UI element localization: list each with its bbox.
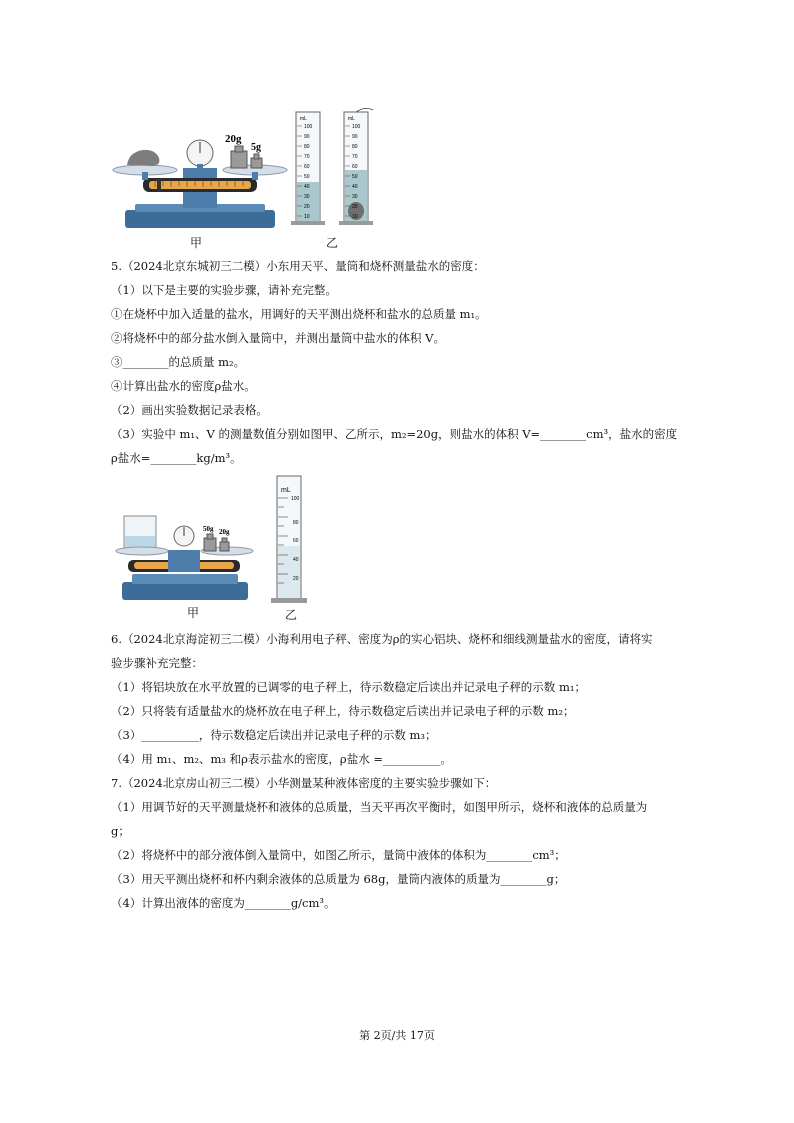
q6-stem-cont: 验步骤补充完整： <box>111 656 203 670</box>
cylinder-tick-label-1-7: 30 <box>352 194 358 200</box>
weight-label-5g: 5g <box>251 142 261 153</box>
q5-part1: （1）以下是主要的实验步骤，请补充完整。 <box>111 283 337 297</box>
q7-stem: 7.（2024北京房山初三二模）小华测量某种液体密度的主要实验步骤如下： <box>111 776 497 790</box>
svg-text:mL: mL <box>348 116 355 122</box>
q6-step2: （2）只将装有适量盐水的烧杯放在电子秤上，待示数稳定后读出并记录电子秤的示数 m₂； <box>111 704 575 718</box>
figure2-label-a: 甲 <box>187 606 200 620</box>
cylinder-tick-label-1-9: 10 <box>352 214 358 220</box>
q7-step1: （1）用调节好的天平测量烧杯和液体的总质量，当天平再次平衡时，如图甲所示，烧杯和液体的总质量为 <box>111 800 648 814</box>
weight-label-20g: 20g <box>225 133 242 145</box>
weight-50g <box>204 538 216 551</box>
cylinder-tick-label-0-4: 60 <box>304 164 310 170</box>
cylinder-tick-label-0-7: 30 <box>304 194 310 200</box>
cylinder-tick-label-0-1: 90 <box>304 134 310 140</box>
svg-text:100: 100 <box>291 496 300 502</box>
cylinder-tick-label-0-8: 20 <box>304 204 310 210</box>
q6-step1: （1）将铝块放在水平放置的已调零的电子秤上，待示数稳定后读出并记录电子秤的示数 m₁； <box>111 680 586 694</box>
q6-step4: （4）用 m₁、m₂、m₃ 和ρ表示盐水的密度，ρ盐水 =__________。 <box>111 752 452 766</box>
cylinder-tick-label-0-9: 10 <box>304 214 310 220</box>
weight-20g-b <box>220 542 229 551</box>
cylinder-tick-label-0-0: 100 <box>304 124 313 130</box>
q7-step2: （2）将烧杯中的部分液体倒入量筒中，如图乙所示，量筒中液体的体积为________cm³； <box>111 848 566 862</box>
cylinder-tick-label-1-0: 100 <box>352 124 361 130</box>
q6-stem: 6.（2024北京海淀初三二模）小海利用电子秤、密度为ρ的实心铝块、烧杯和细线测量盐水的密度，请将实 <box>111 632 653 646</box>
cylinder-tick-label-0-5: 50 <box>304 174 310 180</box>
balance-base-2 <box>122 582 248 600</box>
q7-step1-cont: g； <box>111 824 130 838</box>
figure2-label-b: 乙 <box>285 608 298 622</box>
cylinder-tick-label-0-3: 70 <box>304 154 310 160</box>
svg-text:80: 80 <box>293 520 299 526</box>
q7-step3: （3）用天平测出烧杯和杯内剩余液体的总质量为 68g，量筒内液体的质量为________g； <box>111 872 566 886</box>
page-footer: 第 2页/共 17页 <box>359 1029 435 1042</box>
cylinder-tick-label-1-4: 60 <box>352 164 358 170</box>
q5-part3-cont: ρ盐水=________kg/m³。 <box>111 451 242 465</box>
svg-text:20: 20 <box>293 576 299 582</box>
svg-text:mL: mL <box>300 116 307 122</box>
q5-stem: 5.（2024北京东城初三二模）小东用天平、量筒和烧杯测量盐水的密度： <box>111 259 485 273</box>
svg-text:mL: mL <box>281 487 291 494</box>
weight-label-20g-b: 20g <box>219 528 230 536</box>
cylinder-tick-label-1-8: 20 <box>352 204 358 210</box>
cylinder-tick-label-0-2: 80 <box>304 144 310 150</box>
weight-20g <box>231 151 247 168</box>
figure1-label-b: 乙 <box>326 236 339 250</box>
figure-balance-cylinder-2 <box>112 470 327 610</box>
q5-step2: ②将烧杯中的部分盐水倒入量筒中，并测出量筒中盐水的体积 V。 <box>111 331 445 345</box>
rock-sample <box>127 150 159 166</box>
q5-step3: ③________的总质量 m₂。 <box>111 355 246 369</box>
q5-step1: ①在烧杯中加入适量的盐水，用调好的天平测出烧杯和盐水的总质量 m₁。 <box>111 307 487 321</box>
q5-part2: （2）画出实验数据记录表格。 <box>111 403 268 417</box>
cylinder-tick-label-1-6: 40 <box>352 184 358 190</box>
figure-balance-cylinders-1 <box>105 108 395 248</box>
svg-text:60: 60 <box>293 538 299 544</box>
q6-step3: （3）__________，待示数稳定后读出并记录电子秤的示数 m₃； <box>111 728 437 742</box>
q5-step4: ④计算出盐水的密度ρ盐水。 <box>111 379 256 393</box>
q7-step4: （4）计算出液体的密度为________g/cm³。 <box>111 896 336 910</box>
cylinder-tick-label-1-3: 70 <box>352 154 358 160</box>
cylinder-tick-label-0-6: 40 <box>304 184 310 190</box>
figure1-label-a: 甲 <box>190 236 203 250</box>
cylinder-tick-label-1-5: 50 <box>352 174 358 180</box>
weight-label-50g: 50g <box>203 525 214 533</box>
cylinder-tick-label-1-2: 80 <box>352 144 358 150</box>
balance-base <box>125 210 275 228</box>
q5-part3: （3）实验中 m₁、V 的测量数值分别如图甲、乙所示，m₂=20g，则盐水的体积 V=________cm³，盐水的密度 <box>111 427 678 441</box>
measuring-cylinder-c <box>271 476 307 603</box>
cylinder-tick-label-1-1: 90 <box>352 134 358 140</box>
svg-text:40: 40 <box>293 557 299 563</box>
